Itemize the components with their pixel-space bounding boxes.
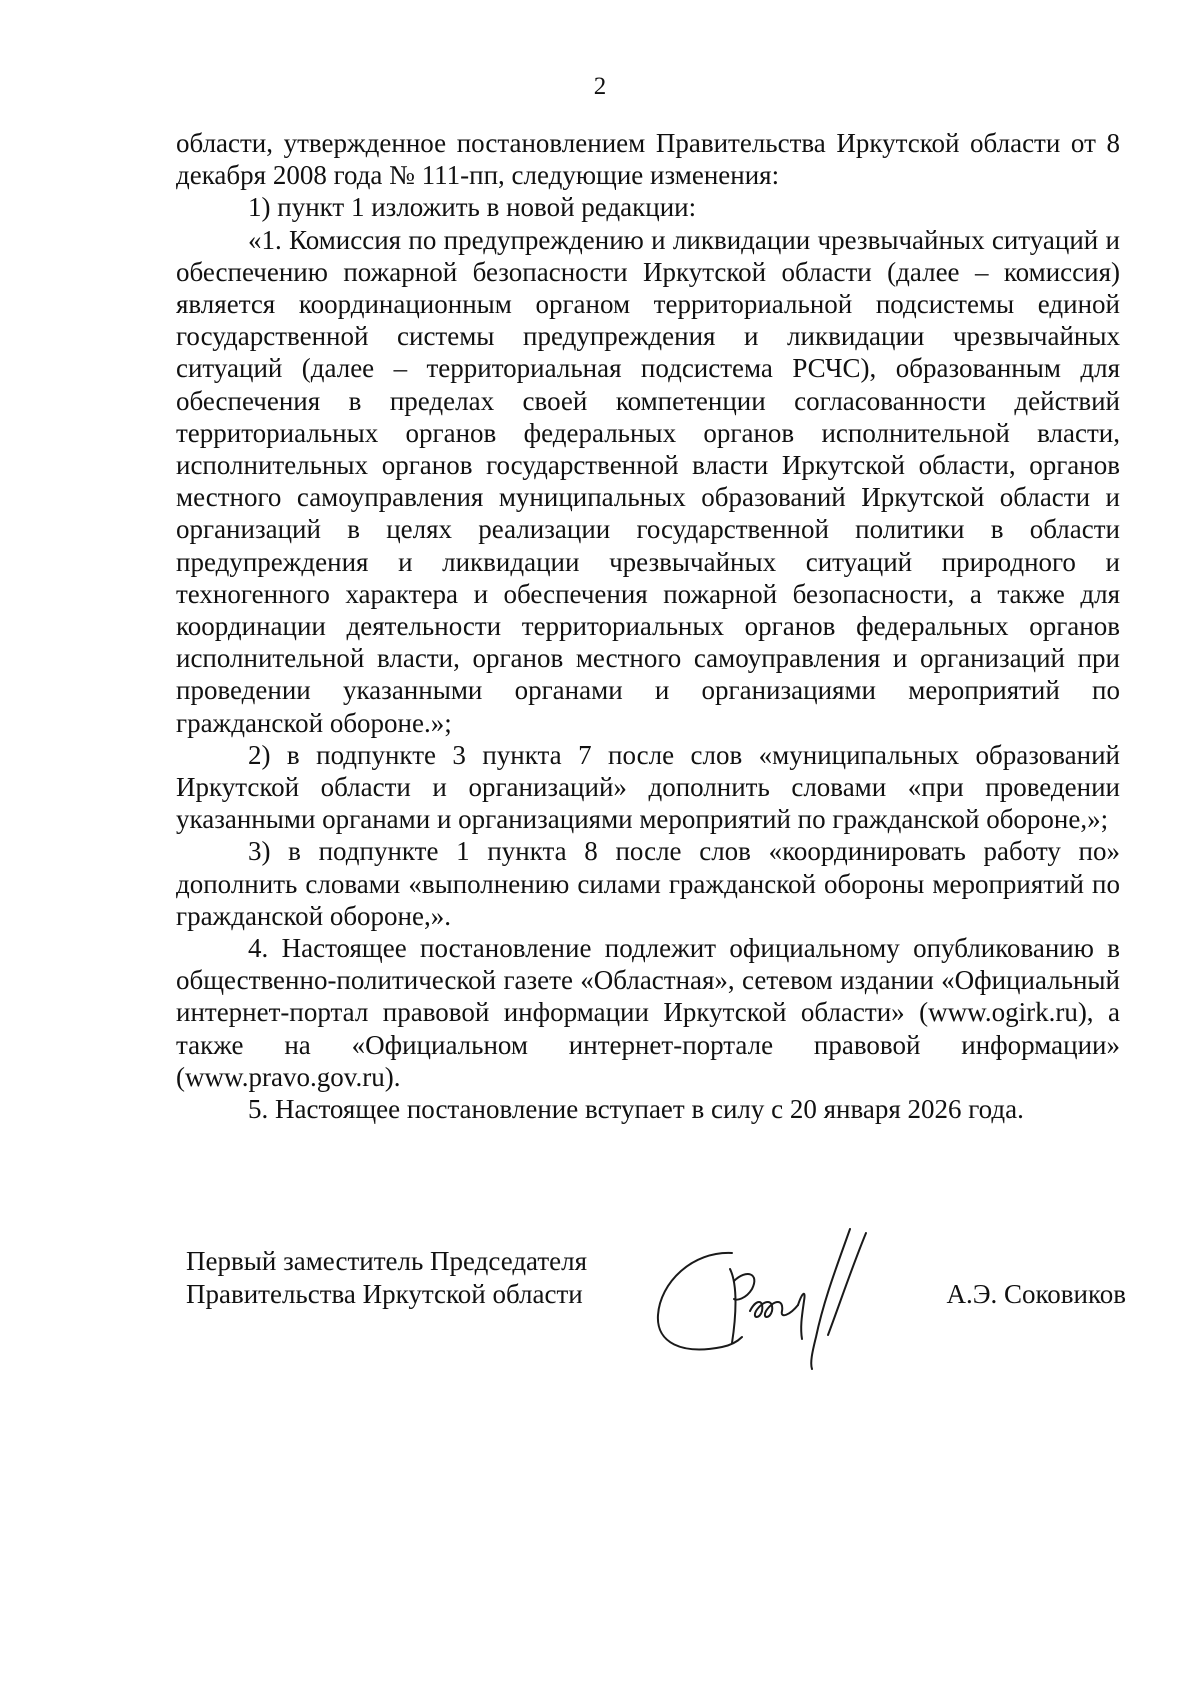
paragraph-continuation: области, утвержденное постановлением Правительства Иркутской области от 8 декабря 2008 года № 111-пп, следующие изменения: xyxy=(176,128,1120,191)
paragraph-item-3: 3) в подпункте 1 пункта 8 после слов «координировать работу по» дополнить словами «выполнению силами гражданской обороны мероприятий по гражданской обороне,». xyxy=(176,836,1120,931)
page-number: 2 xyxy=(593,73,607,100)
paragraph-new-wording: «1. Комиссия по предупреждению и ликвидации чрезвычайных ситуаций и обеспечению пожарной безопасности Иркутской области (далее – комиссия) является координационным органом территориальной подсистемы единой государственной системы предупреждения и ликвидации чрезвычайных ситуаций (далее – территориальная подсистема РСЧС), образованным для обеспечения в пределах своей компетенции согласованности действий территориальных органов федеральных органов исполнительной власти, исполнительных органов государственной власти Иркутской области, органов местного самоуправления муниципальных образований Иркутской области и организаций в целях реализации государственной политики в области предупреждения и ликвидации чрезвычайных ситуаций природного и техногенного характера и обеспечения пожарной безопасности, а также для координации деятельности территориальных органов федеральных органов исполнительной власти, органов местного самоуправления и организаций при проведении указанными органами и организациями мероприятий по гражданской обороне.»; xyxy=(176,224,1120,738)
signatory-position-line2: Правительства Иркутской области xyxy=(186,1279,583,1309)
signatory-position xyxy=(186,1245,626,1311)
paragraph-effective-date: 5. Настоящее постановление вступает в силу с 20 января 2026 года. xyxy=(248,1094,1024,1125)
document-body xyxy=(176,127,1120,1125)
paragraph-item-2: 2) в подпункте 3 пункта 7 после слов «муниципальных образований Иркутской области и организаций» дополнить словами «при проведении указанными органами и организациями мероприятий по гражданской обороне,»; xyxy=(176,739,1120,835)
signatory-name: А.Э. Соковиков xyxy=(946,1279,1126,1309)
paragraph-publication: 4. Настоящее постановление подлежит официальному опубликованию в общественно-политической газете «Областная», сетевом издании «Официальный интернет-портал правовой информации Иркутской области» (www.ogirk.ru), а также на «Официальном интернет-портале правовой информации» (www.pravo.gov.ru). xyxy=(176,933,1120,1092)
signature-block xyxy=(186,1245,1126,1385)
handwritten-signature xyxy=(652,1223,892,1373)
signatory-position-line1: Первый заместитель Председателя xyxy=(186,1246,588,1276)
paragraph-item-1-intro: 1) пункт 1 изложить в новой редакции: xyxy=(248,192,697,223)
